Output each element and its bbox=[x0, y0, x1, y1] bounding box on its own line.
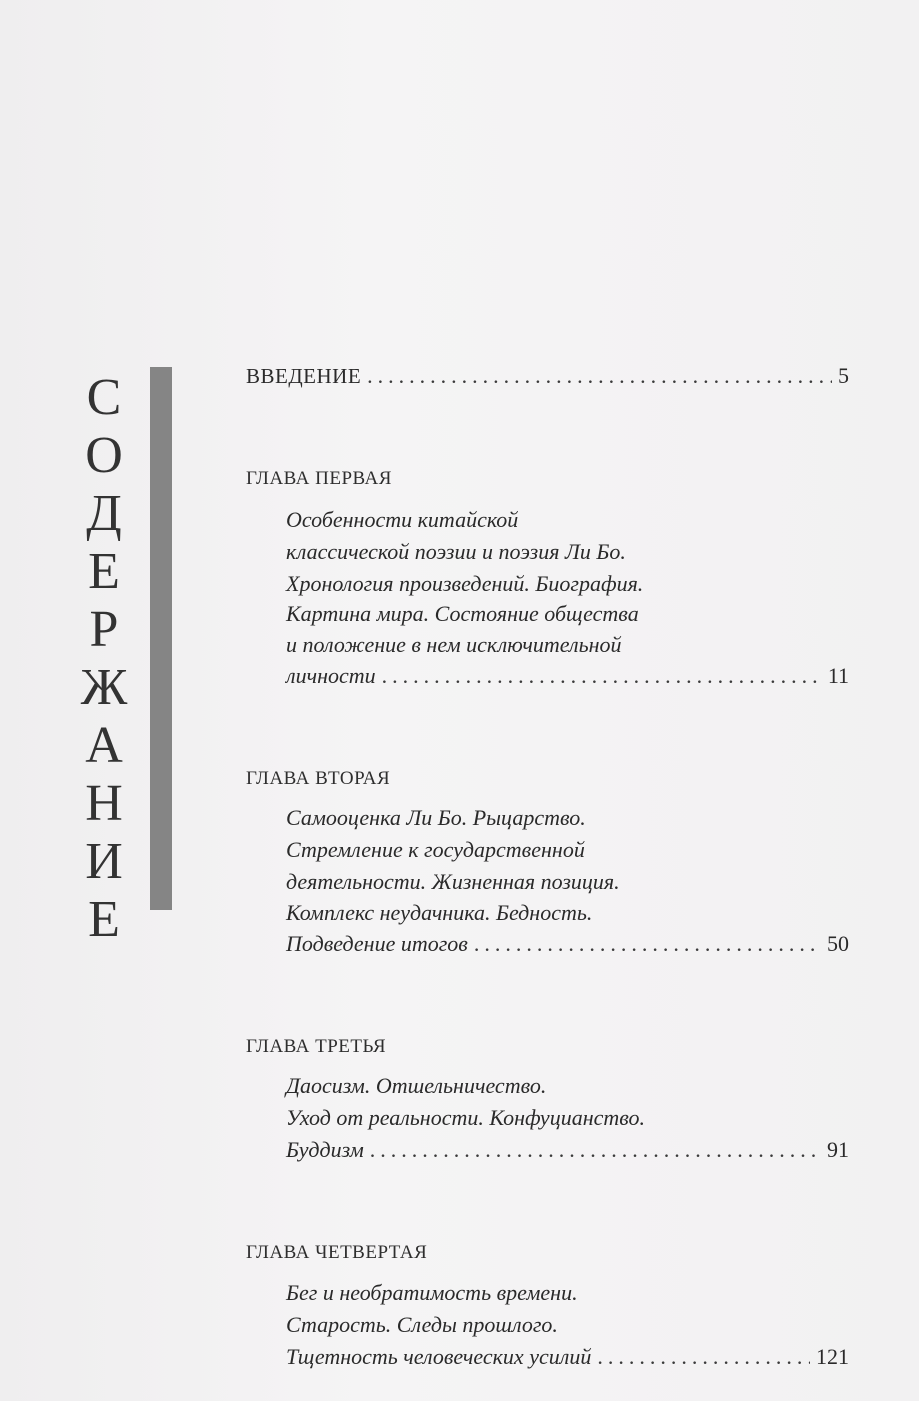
chapter-line: Бег и необратимость времени. bbox=[286, 1280, 578, 1305]
page-number: 91 bbox=[827, 1137, 849, 1162]
chapter-line: Самооценка Ли Бо. Рыцарство. bbox=[286, 805, 586, 830]
toc-entry bbox=[286, 1134, 849, 1166]
toc-entry bbox=[286, 928, 849, 960]
dot-leader bbox=[367, 359, 832, 393]
chapter-line: Уход от реальности. Конфуцианство. bbox=[286, 1105, 646, 1130]
chapter-line: классической поэзии и поэзия Ли Бо. bbox=[286, 539, 626, 564]
title-letter: Д bbox=[86, 485, 122, 542]
chapter-line: Картина мира. Состояние общества bbox=[286, 601, 639, 626]
page-number: 11 bbox=[827, 663, 849, 688]
chapter-line: Даосизм. Отшельничество. bbox=[286, 1073, 547, 1098]
chapter-heading: ГЛАВА ПЕРВАЯ bbox=[246, 468, 392, 489]
dot-leader bbox=[382, 660, 822, 692]
chapter-line: Хронология произведений. Биография. bbox=[286, 571, 644, 596]
toc-entry bbox=[286, 660, 849, 692]
title-letter: С bbox=[86, 369, 122, 426]
chapter-line: Стремление к государственной bbox=[286, 837, 585, 862]
dot-leader bbox=[370, 1134, 821, 1166]
title-letter: Е bbox=[88, 891, 120, 948]
entry-title: Буддизм bbox=[286, 1137, 364, 1162]
chapter-line: деятельности. Жизненная позиция. bbox=[286, 869, 620, 894]
chapter-line: Особенности китайской bbox=[286, 507, 519, 532]
chapter-heading: ГЛАВА ВТОРАЯ bbox=[246, 768, 391, 789]
title-letter: О bbox=[85, 427, 123, 484]
title-accent-bar bbox=[150, 367, 172, 910]
page-number: 121 bbox=[816, 1344, 849, 1369]
chapter-heading: ГЛАВА ЧЕТВЕРТАЯ bbox=[246, 1242, 428, 1263]
title-letter: И bbox=[85, 833, 123, 890]
chapter-line: и положение в нем исключительной bbox=[286, 632, 622, 657]
title-letter: А bbox=[85, 717, 123, 774]
title-letter: Р bbox=[89, 601, 119, 658]
dot-leader bbox=[474, 928, 821, 960]
title-letter: Н bbox=[85, 775, 123, 832]
chapter-line: Старость. Следы прошлого. bbox=[286, 1312, 558, 1337]
chapter-line: Комплекс неудачника. Бедность. bbox=[286, 900, 593, 925]
toc-entry-intro bbox=[246, 359, 849, 393]
chapter-heading: ГЛАВА ТРЕТЬЯ bbox=[246, 1036, 387, 1057]
intro-label: ВВЕДЕНИЕ bbox=[246, 364, 362, 388]
page-number: 50 bbox=[827, 931, 849, 956]
title-letter: Ж bbox=[80, 659, 128, 716]
title-letter: Е bbox=[88, 543, 120, 600]
page-number: 5 bbox=[838, 363, 849, 388]
entry-title: Тщетность человеческих усилий bbox=[286, 1344, 592, 1369]
entry-title: Подведение итогов bbox=[286, 931, 468, 956]
entry-title: личности bbox=[286, 663, 376, 688]
dot-leader bbox=[597, 1341, 810, 1373]
toc-entry bbox=[286, 1341, 849, 1373]
